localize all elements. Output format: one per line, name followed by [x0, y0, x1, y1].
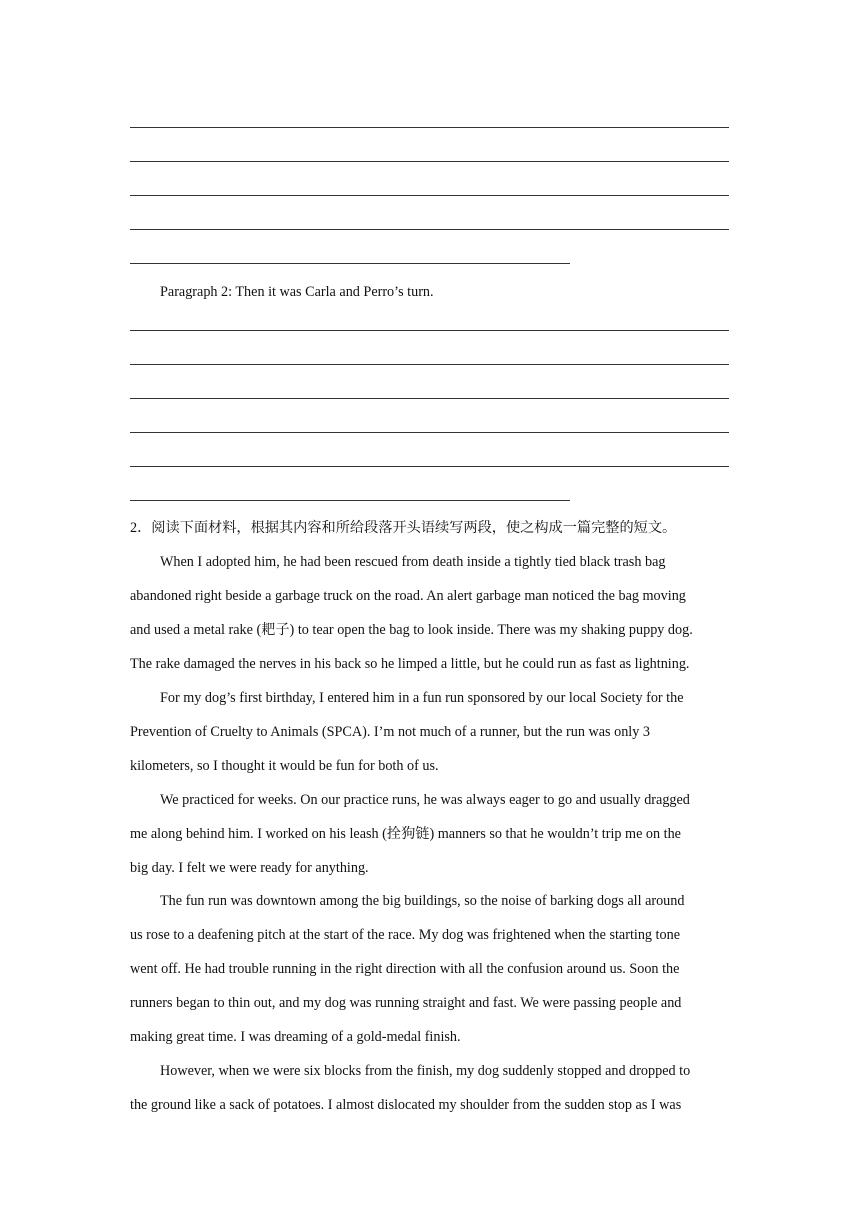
writing-line[interactable] [130, 161, 729, 162]
writing-line[interactable] [130, 500, 570, 501]
paragraph-2-prompt: Paragraph 2: Then it was Carla and Perro’s turn. [160, 284, 434, 300]
writing-line[interactable] [130, 127, 729, 128]
writing-line[interactable] [130, 398, 729, 399]
passage-line: The rake damaged the nerves in his back so he limped a little, but he could run as fast as lightning. [130, 656, 690, 672]
passage-line: went off. He had trouble running in the right direction with all the confusion around us. Soon the [130, 961, 680, 977]
passage-line: When I adopted him, he had been rescued from death inside a tightly tied black trash bag [160, 554, 666, 570]
passage-line: For my dog’s first birthday, I entered him in a fun run sponsored by our local Society for the [160, 690, 684, 706]
writing-line[interactable] [130, 263, 570, 264]
writing-line[interactable] [130, 229, 729, 230]
passage-line: making great time. I was dreaming of a gold-medal finish. [130, 1029, 461, 1045]
writing-line[interactable] [130, 466, 729, 467]
passage-line: big day. I felt we were ready for anything. [130, 860, 369, 876]
passage-line: and used a metal rake (耙子) to tear open the bag to look inside. There was my shaking puppy dog. [130, 622, 693, 638]
passage-line: However, when we were six blocks from the finish, my dog suddenly stopped and dropped to [160, 1063, 691, 1079]
writing-line[interactable] [130, 432, 729, 433]
passage-line: abandoned right beside a garbage truck on the road. An alert garbage man noticed the bag moving [130, 588, 686, 604]
passage-line: kilometers, so I thought it would be fun for both of us. [130, 758, 439, 774]
writing-line[interactable] [130, 330, 729, 331]
passage-line: the ground like a sack of potatoes. I almost dislocated my shoulder from the sudden stop as I was [130, 1097, 682, 1113]
passage-line: We practiced for weeks. On our practice runs, he was always eager to go and usually dragged [160, 792, 690, 808]
passage-line: Prevention of Cruelty to Animals (SPCA). I’m not much of a runner, but the run was only 3 [130, 724, 650, 740]
passage-line: us rose to a deafening pitch at the start of the race. My dog was frightened when the starting tone [130, 927, 680, 943]
question-heading: 2．阅读下面材料，根据其内容和所给段落开头语续写两段，使之构成一篇完整的短文。 [130, 520, 677, 536]
passage-line: me along behind him. I worked on his leash (拴狗链) manners so that he wouldn’t trip me on the [130, 826, 681, 842]
writing-line[interactable] [130, 195, 729, 196]
passage-line: runners began to thin out, and my dog was running straight and fast. We were passing people and [130, 995, 682, 1011]
writing-line[interactable] [130, 364, 729, 365]
passage-line: The fun run was downtown among the big buildings, so the noise of barking dogs all around [160, 893, 685, 909]
